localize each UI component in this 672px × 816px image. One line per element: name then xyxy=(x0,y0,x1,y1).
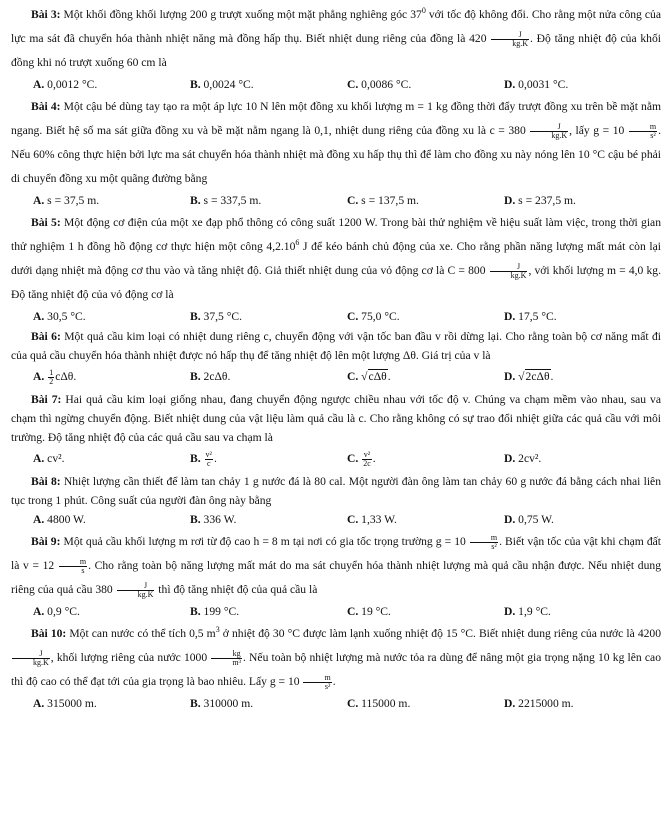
option-a[interactable]: A. cv². xyxy=(33,452,65,465)
option-c[interactable]: C. s = 137,5 m. xyxy=(347,194,419,207)
question-6-stem: Bài 6: Một quả cầu kim loại có nhiệt dung riêng c, chuyển động với vận tốc ban đầu v rồi dừng lại. Cho rằng toàn bộ cơ năng mất đi của quả cầu chuyển hóa thành nhiệt được nó hấp thụ để tăng nhiệt độ lên một lượng Δθ. Giá trị của v là xyxy=(11,330,661,362)
option-b[interactable]: B. 336 W. xyxy=(190,513,237,526)
fraction: $\frac{J}{kg.K}$ xyxy=(490,263,528,280)
option-c[interactable]: C. 1,33 W. xyxy=(347,513,397,526)
question-6 xyxy=(11,327,661,389)
option-d[interactable]: D. 17,5 °C. xyxy=(504,310,557,323)
option-b[interactable]: B. 37,5 °C. xyxy=(190,310,242,323)
option-b[interactable]: B. 310000 m. xyxy=(190,697,254,710)
fraction: $\frac{\text{v²}}{2c}$ xyxy=(363,449,371,468)
question-9-stem: Bài 9: Một quả cầu khối lượng m rơi từ độ cao h = 8 m tại nơi có gia tốc trọng trường g = 10 $\frac{m}{\text{s²}}$ . Biết vận tốc của vật khi chạm đất là v = 12 $\frac{m}{s}$ . Cho rằng toàn bộ năng lượng mất mát do ma sát chuyển hóa thành nhiệt lượng mà quả cầu nhận được. Nếu nhiệt dung riêng của quả cầu 380 $\frac{J}{kg.K}$ thì độ tăng nhiệt độ của quả cầu là xyxy=(11,532,661,599)
question-9-options xyxy=(33,602,661,621)
fraction: $\frac{m}{s}$ xyxy=(59,558,87,575)
question-6-number: Bài 6: xyxy=(31,330,61,343)
option-b[interactable]: B. 2cΔθ. xyxy=(190,370,231,383)
option-d[interactable]: D. 0,75 W. xyxy=(504,513,554,526)
question-4-number: Bài 4: xyxy=(31,100,61,113)
fraction: $\frac{1}{2}$ xyxy=(49,367,54,386)
option-d[interactable]: D. 2cv². xyxy=(504,452,542,465)
question-8-stem: Bài 8: Nhiệt lượng cần thiết để làm tan chảy 1 g nước đá là 80 cal. Một người đàn ông làm tan chảy 60 g nước đá bằng cách nhai liên tục trong 1 phút. Công suất của người đàn ông này bằng xyxy=(11,475,661,507)
question-5-number: Bài 5: xyxy=(31,216,61,229)
fraction: $\frac{\text{v²}}{c}$ xyxy=(205,449,212,468)
question-5 xyxy=(11,211,661,326)
option-d[interactable]: D. s = 237,5 m. xyxy=(504,194,576,207)
question-9 xyxy=(11,530,661,621)
option-a[interactable]: A. 30,5 °C. xyxy=(33,310,86,323)
option-a[interactable]: A. 0,0012 °C. xyxy=(33,78,98,91)
question-4-stem: Bài 4: Một cậu bé dùng tay tạo ra một áp lực 10 N lên một đồng xu khối lượng m = 1 kg đồng thời đẩy trượt đồng xu trên bề mặt nằm ngang. Biết hệ số ma sát giữa đồng xu và bề mặt nằm ngang là 0,1, nhiệt dung riêng của đồng xu là c = 380 $\frac{J}{kg.K}$ , lấy g = 10 $\frac{m}{\text{s²}}$ . Nếu 60% công thực hiện bởi lực ma sát chuyển hóa thành nhiệt mà đồng xu hấp thụ thì để làm cho đồng xu này nóng lên 10 °C cậu bé phải di chuyển đồng xu một quãng đường bằng xyxy=(11,100,661,185)
option-b[interactable]: B. $\frac{\text{v²}}{c}$ . xyxy=(190,449,217,468)
option-d[interactable]: D. 1,9 °C. xyxy=(504,605,551,618)
question-4 xyxy=(11,95,661,210)
question-7-options xyxy=(33,447,661,471)
question-8-number: Bài 8: xyxy=(31,475,61,488)
fraction: $\frac{kg}{\text{m³}}$ xyxy=(211,650,242,667)
question-3-number: Bài 3: xyxy=(31,8,61,21)
option-d[interactable]: D. 0,0031 °C. xyxy=(504,78,569,91)
fraction: $\frac{m}{\text{s²}}$ xyxy=(629,123,657,140)
question-3 xyxy=(11,3,661,94)
question-7-number: Bài 7: xyxy=(31,393,62,406)
option-c[interactable]: C. √cΔθ. xyxy=(347,370,391,383)
option-c[interactable]: C. 0,0086 °C. xyxy=(347,78,412,91)
option-a[interactable]: A. 4800 W. xyxy=(33,513,86,526)
option-a[interactable]: A. s = 37,5 m. xyxy=(33,194,100,207)
question-10 xyxy=(11,622,661,713)
fraction: $\frac{J}{kg.K}$ xyxy=(12,650,50,667)
option-c[interactable]: C. 75,0 °C. xyxy=(347,310,400,323)
fraction: $\frac{J}{kg.K}$ xyxy=(530,123,568,140)
question-7 xyxy=(11,390,661,471)
question-9-number: Bài 9: xyxy=(31,535,61,548)
option-a[interactable]: A. $\frac{1}{2}$ cΔθ. xyxy=(33,367,77,386)
question-10-number: Bài 10: xyxy=(31,627,67,640)
option-b[interactable]: B. s = 337,5 m. xyxy=(190,194,262,207)
question-10-options xyxy=(33,694,661,713)
question-6-options xyxy=(33,365,661,389)
question-3-stem: Bài 3: Một khối đồng khối lượng 200 g trượt xuống một mặt phẳng nghiêng góc $37^0$ với tốc độ không đổi. Cho rằng một nửa công của lực ma sát đã chuyển hóa thành nhiệt năng mà đồng hấp thụ. Biết nhiệt dung riêng của đồng là 420 $\frac{J}{kg.K}$ . Độ tăng nhiệt độ của khối đồng khi nó trượt xuống 60 cm là xyxy=(11,6,661,69)
option-d[interactable]: D. √2cΔθ. xyxy=(504,370,554,383)
option-b[interactable]: B. 0,0024 °C. xyxy=(190,78,254,91)
fraction: $\frac{J}{kg.K}$ xyxy=(491,31,529,48)
question-8-options xyxy=(33,510,661,529)
option-d[interactable]: D. 2215000 m. xyxy=(504,697,574,710)
question-5-options xyxy=(33,307,661,326)
question-4-options xyxy=(33,191,661,210)
option-a[interactable]: A. 0,9 °C. xyxy=(33,605,80,618)
fraction: $\frac{m}{\text{s²}}$ xyxy=(303,674,331,691)
option-a[interactable]: A. 315000 m. xyxy=(33,697,97,710)
question-10-stem: Bài 10: Một can nước có thể tích 0,5 $m^3$ ở nhiệt độ 30 °C được làm lạnh xuống nhiệt độ 15 °C. Biết nhiệt dung riêng của nước là 4200 $\frac{J}{kg.K}$ , khối lượng riêng của nước 1000 $\frac{kg}{\text{m³}}$ . Nếu toàn bộ nhiệt lượng mà nước tỏa ra dùng để nâng một gia trọng nặng 10 kg lên cao thì độ cao có thể đạt tới của gia trọng là bao nhiêu. Lấy g = 10 $\frac{m}{\text{s²}}$ . xyxy=(11,625,662,691)
option-c[interactable]: C. $\frac{\text{v²}}{2c}$ . xyxy=(347,449,376,468)
question-8 xyxy=(11,472,661,529)
fraction: $\frac{J}{kg.K}$ xyxy=(117,582,155,599)
question-7-stem: Bài 7: Hai quả cầu kim loại giống nhau, đang chuyển động ngược chiều nhau với tốc độ v. Chúng va chạm mềm vào nhau, sau va chạm thì ngừng chuyển động. Biết nhiệt dung của vật liệu làm quả cầu là c. Cho rằng không có sự trao đổi nhiệt giữa các quả cầu với môi trường. Độ tăng nhiệt độ của các quả cầu sau va chạm là xyxy=(11,393,661,444)
option-b[interactable]: B. 199 °C. xyxy=(190,605,240,618)
option-c[interactable]: C. 115000 m. xyxy=(347,697,411,710)
question-5-stem: Bài 5: Một động cơ điện của một xe đạp phổ thông có công suất 1200 W. Trong bài thử nghiệm về hiệu suất làm việc, trong thời gian thử nghiệm 1 h đồng hồ động cơ thực hiện một công 4,2.10$^6$ J để kéo bánh chủ động của xe. Cho rằng phần năng lượng mất mát còn lại dưới dạng nhiệt mà động cơ thu vào và tăng nhiệt độ. Giả thiết nhiệt dung của vỏ động cơ là C = 800 $\frac{J}{kg.K}$ , với khối lượng m = 4,0 kg. Độ tăng nhiệt độ của vỏ động cơ là xyxy=(11,216,661,301)
fraction: $\frac{m}{\text{s²}}$ xyxy=(470,534,498,551)
question-3-options xyxy=(33,75,661,94)
option-c[interactable]: C. 19 °C. xyxy=(347,605,391,618)
worksheet-page xyxy=(11,0,661,713)
